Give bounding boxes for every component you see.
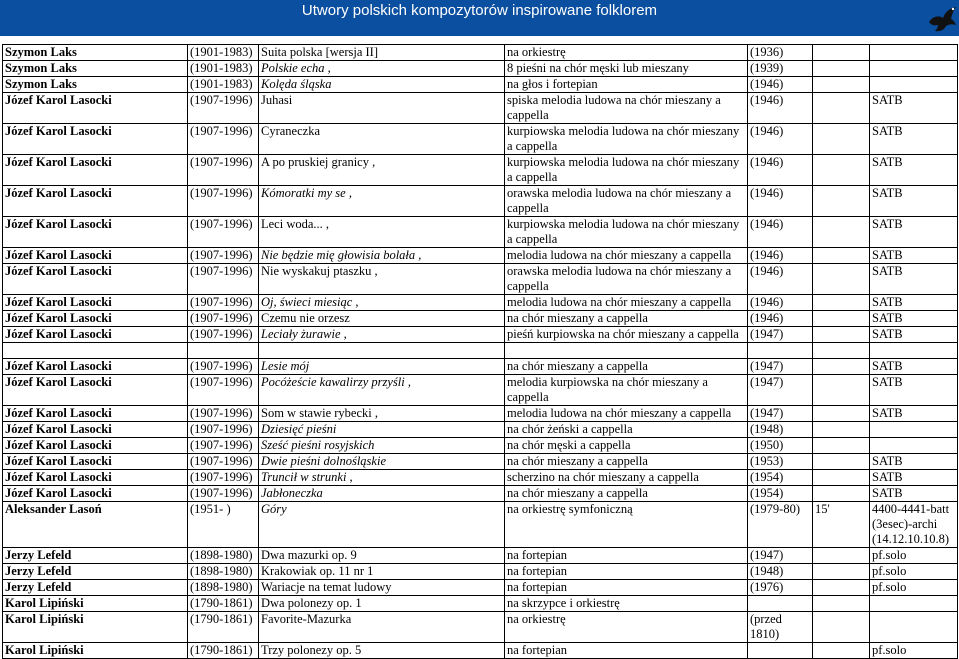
composer-cell: Józef Karol Lasocki [3, 186, 188, 217]
notes-cell: pf.solo [870, 580, 958, 596]
duration-cell [813, 343, 870, 359]
notes-cell: SATB [870, 155, 958, 186]
table-row [3, 217, 958, 248]
duration-cell [813, 548, 870, 564]
year-cell: (1946) [748, 311, 813, 327]
year-cell: (1954) [748, 470, 813, 486]
notes-cell: SATB [870, 470, 958, 486]
composer-cell: Karol Lipiński [3, 643, 188, 659]
duration-cell [813, 454, 870, 470]
title-cell: Dziesięć pieśni [259, 422, 505, 438]
title-cell: Som w stawie rybecki , [259, 406, 505, 422]
composer-cell: Józef Karol Lasocki [3, 422, 188, 438]
table-row [3, 295, 958, 311]
scoring-cell [505, 343, 748, 359]
scoring-cell: na chór żeński a cappella [505, 422, 748, 438]
scoring-cell: na chór mieszany a cappella [505, 486, 748, 502]
year-cell [748, 343, 813, 359]
scoring-cell: melodia ludowa na chór mieszany a cappella [505, 406, 748, 422]
years-cell: (1898-1980) [188, 548, 259, 564]
table-row [3, 93, 958, 124]
title-cell: Pocóżeście kawalirzy przyśli , [259, 375, 505, 406]
years-cell: (1907-1996) [188, 406, 259, 422]
composer-cell: Józef Karol Lasocki [3, 295, 188, 311]
year-cell [748, 596, 813, 612]
scoring-cell: na głos i fortepian [505, 77, 748, 93]
table-row [3, 612, 958, 643]
duration-cell [813, 186, 870, 217]
composer-cell [3, 343, 188, 359]
table-row [3, 77, 958, 93]
year-cell: (1954) [748, 486, 813, 502]
year-cell: (przed 1810) [748, 612, 813, 643]
years-cell: (1907-1996) [188, 375, 259, 406]
kolberg-bird-logo-icon [925, 2, 959, 34]
years-cell: (1951- ) [188, 502, 259, 548]
years-cell: (1790-1861) [188, 612, 259, 643]
notes-cell: SATB [870, 217, 958, 248]
scoring-cell: na fortepian [505, 580, 748, 596]
years-cell: (1907-1996) [188, 155, 259, 186]
notes-cell: SATB [870, 93, 958, 124]
table-row [3, 359, 958, 375]
duration-cell [813, 438, 870, 454]
notes-cell [870, 422, 958, 438]
years-cell: (1907-1996) [188, 295, 259, 311]
years-cell [188, 343, 259, 359]
duration-cell [813, 61, 870, 77]
duration-cell: 15' [813, 502, 870, 548]
duration-cell [813, 327, 870, 343]
notes-cell [870, 45, 958, 61]
scoring-cell: na chór mieszany a cappella [505, 311, 748, 327]
table-row [3, 486, 958, 502]
title-cell: Suita polska [wersja II] [259, 45, 505, 61]
notes-cell: 4400-4441-batt (3esec)-archi (14.12.10.10.8) [870, 502, 958, 548]
notes-cell [870, 343, 958, 359]
title-cell: Sześć pieśni rosyjskich [259, 438, 505, 454]
table-row [3, 375, 958, 406]
notes-cell: pf.solo [870, 564, 958, 580]
notes-cell: SATB [870, 454, 958, 470]
title-cell: Czemu nie orzesz [259, 311, 505, 327]
years-cell: (1907-1996) [188, 93, 259, 124]
notes-cell [870, 77, 958, 93]
title-cell: Krakowiak op. 11 nr 1 [259, 564, 505, 580]
notes-cell [870, 596, 958, 612]
composer-cell: Józef Karol Lasocki [3, 155, 188, 186]
composer-cell: Józef Karol Lasocki [3, 327, 188, 343]
year-cell: (1939) [748, 61, 813, 77]
title-cell: Truncił w strunki , [259, 470, 505, 486]
composer-cell: Szymon Laks [3, 45, 188, 61]
years-cell: (1907-1996) [188, 264, 259, 295]
notes-cell: SATB [870, 327, 958, 343]
duration-cell [813, 155, 870, 186]
title-cell: Cyraneczka [259, 124, 505, 155]
year-cell: (1936) [748, 45, 813, 61]
table-row [3, 264, 958, 295]
year-cell: (1976) [748, 580, 813, 596]
composer-cell: Aleksander Lasoń [3, 502, 188, 548]
year-cell: (1946) [748, 77, 813, 93]
table-row [3, 502, 958, 548]
scoring-cell: na chór męski a cappella [505, 438, 748, 454]
duration-cell [813, 311, 870, 327]
table-row [3, 327, 958, 343]
year-cell: (1947) [748, 406, 813, 422]
years-cell: (1907-1996) [188, 359, 259, 375]
scoring-cell: melodia ludowa na chór mieszany a cappella [505, 248, 748, 264]
composer-cell: Szymon Laks [3, 61, 188, 77]
notes-cell: SATB [870, 186, 958, 217]
title-cell: Juhasi [259, 93, 505, 124]
table-row [3, 548, 958, 564]
title-cell: Polskie echa , [259, 61, 505, 77]
years-cell: (1901-1983) [188, 61, 259, 77]
year-cell: (1946) [748, 295, 813, 311]
header-banner [0, 0, 959, 36]
duration-cell [813, 486, 870, 502]
title-cell: Favorite-Mazurka [259, 612, 505, 643]
title-cell: Wariacje na temat ludowy [259, 580, 505, 596]
years-cell: (1898-1980) [188, 564, 259, 580]
scoring-cell: 8 pieśni na chór męski lub mieszany [505, 61, 748, 77]
year-cell: (1946) [748, 264, 813, 295]
table-row [3, 596, 958, 612]
scoring-cell: na orkiestrę symfoniczną [505, 502, 748, 548]
duration-cell [813, 375, 870, 406]
notes-cell: pf.solo [870, 548, 958, 564]
notes-cell: SATB [870, 295, 958, 311]
scoring-cell: na fortepian [505, 564, 748, 580]
years-cell: (1907-1996) [188, 124, 259, 155]
year-cell: (1946) [748, 124, 813, 155]
scoring-cell: na skrzypce i orkiestrę [505, 596, 748, 612]
scoring-cell: melodia kurpiowska na chór mieszany a cappella [505, 375, 748, 406]
scoring-cell: na chór mieszany a cappella [505, 454, 748, 470]
duration-cell [813, 643, 870, 659]
scoring-cell: scherzino na chór mieszany a cappella [505, 470, 748, 486]
scoring-cell: orawska melodia ludowa na chór mieszany a cappella [505, 264, 748, 295]
years-cell: (1907-1996) [188, 454, 259, 470]
title-cell: Dwa mazurki op. 9 [259, 548, 505, 564]
page-title: Utwory polskich kompozytorów inspirowane folklorem [301, 2, 658, 19]
title-cell: Kómoratki my se , [259, 186, 505, 217]
duration-cell [813, 264, 870, 295]
title-cell: Jabłoneczka [259, 486, 505, 502]
title-cell [259, 343, 505, 359]
years-cell: (1898-1980) [188, 580, 259, 596]
title-cell: Oj, świeci miesiąc , [259, 295, 505, 311]
year-cell: (1979-80) [748, 502, 813, 548]
duration-cell [813, 93, 870, 124]
scoring-cell: spiska melodia ludowa na chór mieszany a cappella [505, 93, 748, 124]
notes-cell: SATB [870, 375, 958, 406]
year-cell: (1946) [748, 186, 813, 217]
duration-cell [813, 564, 870, 580]
composer-cell: Józef Karol Lasocki [3, 311, 188, 327]
year-cell: (1953) [748, 454, 813, 470]
table-row [3, 155, 958, 186]
year-cell: (1947) [748, 327, 813, 343]
scoring-cell: melodia ludowa na chór mieszany a cappella [505, 295, 748, 311]
scoring-cell: orawska melodia ludowa na chór mieszany a cappella [505, 186, 748, 217]
scoring-cell: kurpiowska melodia ludowa na chór mieszany a cappella [505, 124, 748, 155]
notes-cell: SATB [870, 124, 958, 155]
years-cell: (1907-1996) [188, 486, 259, 502]
title-cell: Trzy polonezy op. 5 [259, 643, 505, 659]
table-row [3, 248, 958, 264]
notes-cell: SATB [870, 248, 958, 264]
duration-cell [813, 406, 870, 422]
composer-cell: Jerzy Lefeld [3, 564, 188, 580]
composer-cell: Karol Lipiński [3, 612, 188, 643]
notes-cell: SATB [870, 406, 958, 422]
scoring-cell: na orkiestrę [505, 612, 748, 643]
table-row [3, 454, 958, 470]
duration-cell [813, 124, 870, 155]
years-cell: (1907-1996) [188, 186, 259, 217]
notes-cell: SATB [870, 359, 958, 375]
duration-cell [813, 217, 870, 248]
table-row [3, 564, 958, 580]
years-cell: (1907-1996) [188, 311, 259, 327]
years-cell: (1907-1996) [188, 438, 259, 454]
year-cell: (1946) [748, 248, 813, 264]
table-row [3, 186, 958, 217]
duration-cell [813, 612, 870, 643]
title-cell: Leciały żurawie , [259, 327, 505, 343]
scoring-cell: kurpiowska melodia ludowa na chór mieszany a cappella [505, 217, 748, 248]
year-cell [748, 643, 813, 659]
duration-cell [813, 359, 870, 375]
year-cell: (1946) [748, 93, 813, 124]
title-cell: Góry [259, 502, 505, 548]
scoring-cell: na fortepian [505, 643, 748, 659]
composer-cell: Józef Karol Lasocki [3, 486, 188, 502]
year-cell: (1946) [748, 217, 813, 248]
title-cell: Leci woda... , [259, 217, 505, 248]
composer-cell: Józef Karol Lasocki [3, 375, 188, 406]
title-cell: Nie będzie mię głowisia bolała , [259, 248, 505, 264]
year-cell: (1948) [748, 422, 813, 438]
table-row [3, 643, 958, 659]
year-cell: (1950) [748, 438, 813, 454]
composer-cell: Józef Karol Lasocki [3, 359, 188, 375]
duration-cell [813, 422, 870, 438]
notes-cell: SATB [870, 486, 958, 502]
table-row [3, 124, 958, 155]
composer-cell: Jerzy Lefeld [3, 580, 188, 596]
notes-cell [870, 438, 958, 454]
scoring-cell: pieśń kurpiowska na chór mieszany a cappella [505, 327, 748, 343]
composer-cell: Jerzy Lefeld [3, 548, 188, 564]
composer-cell: Józef Karol Lasocki [3, 454, 188, 470]
years-cell: (1790-1861) [188, 596, 259, 612]
table-row [3, 311, 958, 327]
duration-cell [813, 45, 870, 61]
year-cell: (1947) [748, 359, 813, 375]
year-cell: (1947) [748, 375, 813, 406]
years-cell: (1901-1983) [188, 45, 259, 61]
years-cell: (1907-1996) [188, 217, 259, 248]
title-cell: Lesie mój [259, 359, 505, 375]
years-cell: (1901-1983) [188, 77, 259, 93]
years-cell: (1907-1996) [188, 422, 259, 438]
composer-cell: Karol Lipiński [3, 596, 188, 612]
title-cell: Kolęda śląska [259, 77, 505, 93]
scoring-cell: na chór mieszany a cappella [505, 359, 748, 375]
compositions-table [2, 44, 958, 659]
table-row [3, 45, 958, 61]
title-cell: Nie wyskakuj ptaszku , [259, 264, 505, 295]
notes-cell: SATB [870, 264, 958, 295]
duration-cell [813, 295, 870, 311]
composer-cell: Józef Karol Lasocki [3, 438, 188, 454]
table-row [3, 61, 958, 77]
duration-cell [813, 248, 870, 264]
duration-cell [813, 596, 870, 612]
composer-cell: Józef Karol Lasocki [3, 93, 188, 124]
composer-cell: Józef Karol Lasocki [3, 406, 188, 422]
year-cell: (1946) [748, 155, 813, 186]
years-cell: (1790-1861) [188, 643, 259, 659]
table-row [3, 470, 958, 486]
table-row [3, 406, 958, 422]
title-cell: Dwie pieśni dolnośląskie [259, 454, 505, 470]
notes-cell [870, 61, 958, 77]
scoring-cell: na orkiestrę [505, 45, 748, 61]
title-cell: Dwa polonezy op. 1 [259, 596, 505, 612]
table-row [3, 343, 958, 359]
table-row [3, 422, 958, 438]
years-cell: (1907-1996) [188, 470, 259, 486]
duration-cell [813, 580, 870, 596]
scoring-cell: na fortepian [505, 548, 748, 564]
table-row [3, 438, 958, 454]
composer-cell: Szymon Laks [3, 77, 188, 93]
year-cell: (1947) [748, 548, 813, 564]
composer-cell: Józef Karol Lasocki [3, 248, 188, 264]
notes-cell: SATB [870, 311, 958, 327]
composer-cell: Józef Karol Lasocki [3, 264, 188, 295]
notes-cell [870, 612, 958, 643]
years-cell: (1907-1996) [188, 327, 259, 343]
composer-cell: Józef Karol Lasocki [3, 124, 188, 155]
title-cell: A po pruskiej granicy , [259, 155, 505, 186]
duration-cell [813, 77, 870, 93]
years-cell: (1907-1996) [188, 248, 259, 264]
duration-cell [813, 470, 870, 486]
scoring-cell: kurpiowska melodia ludowa na chór mieszany a cappella [505, 155, 748, 186]
table-row [3, 580, 958, 596]
composer-cell: Józef Karol Lasocki [3, 470, 188, 486]
year-cell: (1948) [748, 564, 813, 580]
notes-cell: pf.solo [870, 643, 958, 659]
composer-cell: Józef Karol Lasocki [3, 217, 188, 248]
